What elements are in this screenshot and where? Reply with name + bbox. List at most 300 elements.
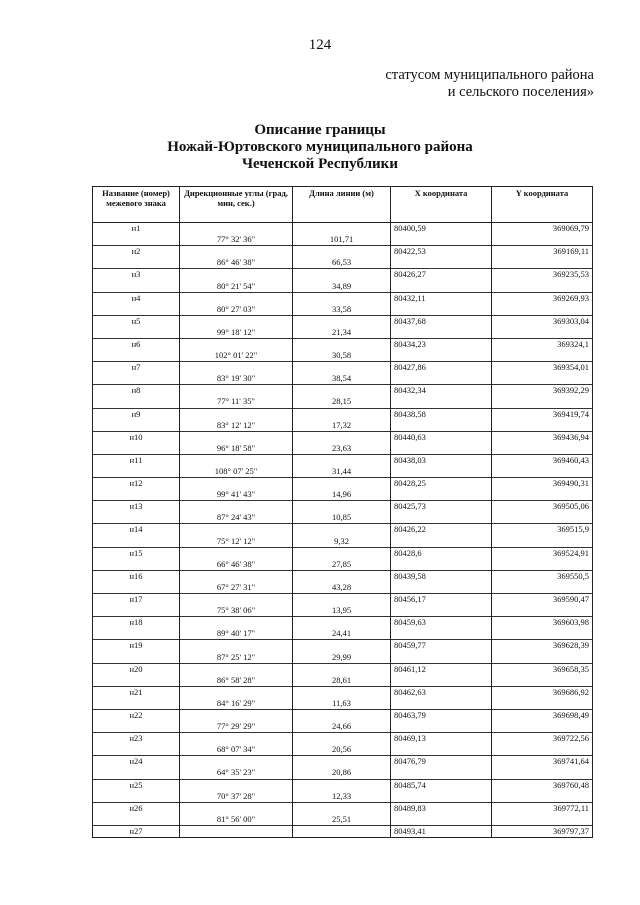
- x-coordinate: 80459,63: [391, 617, 492, 629]
- empty-cell: [93, 536, 180, 548]
- segment-row: [93, 721, 593, 733]
- direction-angle: 77° 32' 36": [180, 234, 293, 246]
- empty-cell: [391, 466, 492, 478]
- header-y: Y координата: [492, 187, 593, 223]
- empty-cell: [293, 292, 391, 304]
- empty-cell: [293, 478, 391, 490]
- empty-cell: [391, 767, 492, 779]
- empty-cell: [293, 431, 391, 443]
- direction-angle: 75° 12' 12": [180, 536, 293, 548]
- x-coordinate: 80432,34: [391, 385, 492, 397]
- empty-cell: [293, 686, 391, 698]
- line-length: 31,44: [293, 466, 391, 478]
- point-name: н26: [93, 802, 180, 814]
- header-note: [385, 67, 594, 101]
- empty-cell: [391, 350, 492, 362]
- segment-row: [93, 512, 593, 524]
- empty-cell: [293, 802, 391, 814]
- y-coordinate: 369722,56: [492, 733, 593, 745]
- line-length: 13,95: [293, 605, 391, 617]
- empty-cell: [180, 547, 293, 559]
- segment-row: [93, 257, 593, 269]
- y-coordinate: 369772,11: [492, 802, 593, 814]
- empty-cell: [180, 362, 293, 374]
- point-name: н13: [93, 501, 180, 513]
- y-coordinate: 369741,64: [492, 756, 593, 768]
- y-coordinate: 369324,1: [492, 338, 593, 350]
- direction-angle: 87° 24' 43": [180, 512, 293, 524]
- y-coordinate: 369419,74: [492, 408, 593, 420]
- empty-cell: [391, 559, 492, 571]
- point-name: н22: [93, 709, 180, 721]
- empty-cell: [293, 246, 391, 258]
- point-row: [93, 663, 593, 675]
- empty-cell: [93, 443, 180, 455]
- empty-cell: [492, 373, 593, 385]
- line-length: 43,28: [293, 582, 391, 594]
- empty-cell: [391, 512, 492, 524]
- empty-cell: [492, 651, 593, 663]
- y-coordinate: 369269,93: [492, 292, 593, 304]
- line-length: 24,41: [293, 628, 391, 640]
- line-length: 14,96: [293, 489, 391, 501]
- empty-cell: [180, 292, 293, 304]
- direction-angle: 102° 01' 22": [180, 350, 293, 362]
- empty-cell: [93, 675, 180, 687]
- point-row: [93, 802, 593, 814]
- line-length: 30,58: [293, 350, 391, 362]
- title-line: Чеченской Республики: [242, 156, 398, 172]
- empty-cell: [180, 686, 293, 698]
- x-coordinate: 80428,25: [391, 478, 492, 490]
- point-row: [93, 756, 593, 768]
- x-coordinate: 80400,59: [391, 223, 492, 235]
- point-name: н14: [93, 524, 180, 536]
- empty-cell: [93, 767, 180, 779]
- empty-cell: [180, 663, 293, 675]
- direction-angle: 99° 41' 43": [180, 489, 293, 501]
- empty-cell: [293, 385, 391, 397]
- line-length: 33,58: [293, 304, 391, 316]
- empty-cell: [293, 709, 391, 721]
- direction-angle: 99° 18' 12": [180, 327, 293, 339]
- point-name: н1: [93, 223, 180, 235]
- direction-angle: 77° 29' 29": [180, 721, 293, 733]
- empty-cell: [492, 489, 593, 501]
- point-row: [93, 338, 593, 350]
- y-coordinate: 369505,06: [492, 501, 593, 513]
- empty-cell: [391, 651, 492, 663]
- segment-row: [93, 234, 593, 246]
- y-coordinate: 369698,49: [492, 709, 593, 721]
- empty-cell: [391, 744, 492, 756]
- x-coordinate: 80440,63: [391, 431, 492, 443]
- point-name: н4: [93, 292, 180, 304]
- empty-cell: [492, 559, 593, 571]
- header-x: X координата: [391, 187, 492, 223]
- point-row: [93, 570, 593, 582]
- line-length: 28,15: [293, 396, 391, 408]
- empty-cell: [391, 489, 492, 501]
- empty-cell: [492, 512, 593, 524]
- empty-cell: [93, 280, 180, 292]
- x-coordinate: 80456,17: [391, 594, 492, 606]
- empty-cell: [180, 408, 293, 420]
- y-coordinate: 369069,79: [492, 223, 593, 235]
- empty-cell: [391, 327, 492, 339]
- segment-row: [93, 651, 593, 663]
- point-row: [93, 431, 593, 443]
- x-coordinate: 80439,58: [391, 570, 492, 582]
- y-coordinate: 369524,91: [492, 547, 593, 559]
- point-name: н7: [93, 362, 180, 374]
- x-coordinate: 80426,27: [391, 269, 492, 281]
- empty-cell: [180, 640, 293, 652]
- empty-cell: [293, 454, 391, 466]
- segment-row: [93, 791, 593, 803]
- empty-cell: [93, 721, 180, 733]
- line-length: 20,56: [293, 744, 391, 756]
- direction-angle: 87° 25' 12": [180, 651, 293, 663]
- empty-cell: [391, 280, 492, 292]
- line-length: 28,61: [293, 675, 391, 687]
- empty-cell: [293, 640, 391, 652]
- empty-cell: [180, 223, 293, 235]
- empty-cell: [293, 362, 391, 374]
- point-name: н21: [93, 686, 180, 698]
- point-name: н12: [93, 478, 180, 490]
- point-name: н16: [93, 570, 180, 582]
- point-name: н23: [93, 733, 180, 745]
- empty-cell: [180, 594, 293, 606]
- empty-cell: [492, 304, 593, 316]
- empty-cell: [492, 234, 593, 246]
- line-length: 10,85: [293, 512, 391, 524]
- direction-angle: 68° 07' 34": [180, 744, 293, 756]
- empty-cell: [93, 628, 180, 640]
- empty-cell: [293, 594, 391, 606]
- y-coordinate: 369436,94: [492, 431, 593, 443]
- empty-cell: [492, 721, 593, 733]
- empty-cell: [180, 269, 293, 281]
- y-coordinate: 369490,31: [492, 478, 593, 490]
- x-coordinate: 80462,63: [391, 686, 492, 698]
- empty-cell: [93, 814, 180, 826]
- x-coordinate: 80438,58: [391, 408, 492, 420]
- empty-cell: [293, 663, 391, 675]
- point-name: н15: [93, 547, 180, 559]
- point-row: [93, 686, 593, 698]
- point-row: [93, 478, 593, 490]
- segment-row: [93, 582, 593, 594]
- segment-row: [93, 605, 593, 617]
- line-length: 11,63: [293, 698, 391, 710]
- y-coordinate: 369392,29: [492, 385, 593, 397]
- x-coordinate: 80428,6: [391, 547, 492, 559]
- line-length: 24,66: [293, 721, 391, 733]
- empty-cell: [180, 431, 293, 443]
- segment-row: [93, 767, 593, 779]
- empty-cell: [391, 698, 492, 710]
- empty-cell: [391, 420, 492, 432]
- header-length: Длина линии (м): [293, 187, 391, 223]
- direction-angle: 77° 11' 35": [180, 396, 293, 408]
- point-row: [93, 292, 593, 304]
- empty-cell: [492, 605, 593, 617]
- empty-cell: [492, 744, 593, 756]
- x-coordinate: 80426,22: [391, 524, 492, 536]
- empty-cell: [391, 373, 492, 385]
- point-name: н8: [93, 385, 180, 397]
- segment-row: [93, 466, 593, 478]
- x-coordinate: 80427,86: [391, 362, 492, 374]
- direction-angle: 64° 35' 23": [180, 767, 293, 779]
- line-length: 21,34: [293, 327, 391, 339]
- x-coordinate: 80434,23: [391, 338, 492, 350]
- point-row: [93, 246, 593, 258]
- y-coordinate: 369797,37: [492, 825, 593, 837]
- point-row: [93, 524, 593, 536]
- empty-cell: [293, 501, 391, 513]
- boundary-table: [92, 186, 593, 838]
- direction-angle: 80° 21' 54": [180, 280, 293, 292]
- point-row: [93, 779, 593, 791]
- y-coordinate: 369686,92: [492, 686, 593, 698]
- segment-row: [93, 536, 593, 548]
- line-length: 20,86: [293, 767, 391, 779]
- direction-angle: 86° 46' 38": [180, 257, 293, 269]
- y-coordinate: 369303,04: [492, 315, 593, 327]
- empty-cell: [391, 605, 492, 617]
- header-note-line: и сельского поселения»: [447, 84, 594, 100]
- empty-cell: [492, 582, 593, 594]
- direction-angle: 80° 27' 03": [180, 304, 293, 316]
- line-length: 25,51: [293, 814, 391, 826]
- empty-cell: [293, 547, 391, 559]
- point-name: н20: [93, 663, 180, 675]
- empty-cell: [391, 443, 492, 455]
- empty-cell: [93, 327, 180, 339]
- x-coordinate: 80463,79: [391, 709, 492, 721]
- segment-row: [93, 304, 593, 316]
- header-note-line: статусом муниципального района: [385, 67, 594, 83]
- segment-row: [93, 675, 593, 687]
- line-length: 101,71: [293, 234, 391, 246]
- point-name: н3: [93, 269, 180, 281]
- empty-cell: [492, 420, 593, 432]
- line-length: 9,32: [293, 536, 391, 548]
- empty-cell: [492, 257, 593, 269]
- empty-cell: [492, 396, 593, 408]
- x-coordinate: 80461,12: [391, 663, 492, 675]
- empty-cell: [180, 501, 293, 513]
- empty-cell: [93, 559, 180, 571]
- point-name: н17: [93, 594, 180, 606]
- empty-cell: [492, 698, 593, 710]
- point-row: [93, 315, 593, 327]
- empty-cell: [93, 582, 180, 594]
- y-coordinate: 369603,98: [492, 617, 593, 629]
- empty-cell: [391, 791, 492, 803]
- direction-angle: 89° 40' 17": [180, 628, 293, 640]
- line-length: 29,99: [293, 651, 391, 663]
- header-angle: Дирекционные углы (град, мин, сек.): [180, 187, 293, 223]
- empty-cell: [492, 466, 593, 478]
- line-length: 66,53: [293, 257, 391, 269]
- x-coordinate: 80422,53: [391, 246, 492, 258]
- x-coordinate: 80459,77: [391, 640, 492, 652]
- empty-cell: [93, 512, 180, 524]
- empty-cell: [492, 536, 593, 548]
- empty-cell: [492, 767, 593, 779]
- empty-cell: [93, 744, 180, 756]
- segment-row: [93, 280, 593, 292]
- empty-cell: [492, 791, 593, 803]
- point-name: н2: [93, 246, 180, 258]
- direction-angle: 83° 19' 30": [180, 373, 293, 385]
- empty-cell: [391, 536, 492, 548]
- empty-cell: [293, 779, 391, 791]
- point-name: н19: [93, 640, 180, 652]
- x-coordinate: 80476,79: [391, 756, 492, 768]
- empty-cell: [180, 802, 293, 814]
- y-coordinate: 369460,43: [492, 454, 593, 466]
- empty-cell: [93, 373, 180, 385]
- empty-cell: [180, 454, 293, 466]
- empty-cell: [93, 234, 180, 246]
- point-row: [93, 269, 593, 281]
- direction-angle: 108° 07' 25": [180, 466, 293, 478]
- y-coordinate: 369628,39: [492, 640, 593, 652]
- segment-row: [93, 814, 593, 826]
- segment-row: [93, 559, 593, 571]
- y-coordinate: 369235,53: [492, 269, 593, 281]
- title-line: Ножай-Юртовского муниципального района: [167, 139, 473, 155]
- empty-cell: [180, 709, 293, 721]
- header-point-name: Название (номер) межевого знака: [93, 187, 180, 223]
- empty-cell: [93, 257, 180, 269]
- segment-row: [93, 373, 593, 385]
- point-row: [93, 709, 593, 721]
- x-coordinate: 80469,13: [391, 733, 492, 745]
- empty-cell: [180, 570, 293, 582]
- empty-cell: [492, 327, 593, 339]
- document-title: [0, 122, 640, 173]
- segment-row: [93, 628, 593, 640]
- table-header-row: [93, 187, 593, 223]
- segment-row: [93, 489, 593, 501]
- direction-angle: 70° 37' 28": [180, 791, 293, 803]
- empty-cell: [180, 524, 293, 536]
- direction-angle: 81° 56' 00": [180, 814, 293, 826]
- point-row: [93, 454, 593, 466]
- y-coordinate: 369550,5: [492, 570, 593, 582]
- point-row: [93, 362, 593, 374]
- y-coordinate: 369354,01: [492, 362, 593, 374]
- empty-cell: [180, 617, 293, 629]
- table-body: [93, 223, 593, 838]
- empty-cell: [293, 756, 391, 768]
- empty-cell: [391, 582, 492, 594]
- line-length: 12,33: [293, 791, 391, 803]
- empty-cell: [293, 269, 391, 281]
- line-length: 17,32: [293, 420, 391, 432]
- point-row: [93, 825, 593, 837]
- segment-row: [93, 443, 593, 455]
- y-coordinate: 369590,47: [492, 594, 593, 606]
- empty-cell: [391, 234, 492, 246]
- empty-cell: [293, 617, 391, 629]
- empty-cell: [93, 791, 180, 803]
- segment-row: [93, 698, 593, 710]
- empty-cell: [492, 814, 593, 826]
- empty-cell: [492, 350, 593, 362]
- segment-row: [93, 420, 593, 432]
- point-name: н9: [93, 408, 180, 420]
- empty-cell: [93, 350, 180, 362]
- empty-cell: [180, 385, 293, 397]
- y-coordinate: 369658,35: [492, 663, 593, 675]
- point-row: [93, 385, 593, 397]
- x-coordinate: 80425,73: [391, 501, 492, 513]
- point-row: [93, 408, 593, 420]
- segment-row: [93, 327, 593, 339]
- direction-angle: 96° 18' 58": [180, 443, 293, 455]
- empty-cell: [293, 315, 391, 327]
- direction-angle: 84° 16' 29": [180, 698, 293, 710]
- empty-cell: [93, 698, 180, 710]
- x-coordinate: 80489,83: [391, 802, 492, 814]
- point-row: [93, 594, 593, 606]
- empty-cell: [492, 675, 593, 687]
- point-name: н6: [93, 338, 180, 350]
- empty-cell: [93, 605, 180, 617]
- page-number: 124: [308, 37, 332, 53]
- empty-cell: [293, 825, 391, 837]
- y-coordinate: 369169,11: [492, 246, 593, 258]
- empty-cell: [180, 825, 293, 837]
- empty-cell: [180, 756, 293, 768]
- empty-cell: [293, 733, 391, 745]
- empty-cell: [391, 675, 492, 687]
- direction-angle: 86° 58' 28": [180, 675, 293, 687]
- point-name: н24: [93, 756, 180, 768]
- line-length: 34,89: [293, 280, 391, 292]
- empty-cell: [93, 396, 180, 408]
- segment-row: [93, 396, 593, 408]
- empty-cell: [492, 628, 593, 640]
- line-length: 38,54: [293, 373, 391, 385]
- point-row: [93, 501, 593, 513]
- x-coordinate: 80432,11: [391, 292, 492, 304]
- y-coordinate: 369515,9: [492, 524, 593, 536]
- point-name: н11: [93, 454, 180, 466]
- empty-cell: [180, 733, 293, 745]
- point-name: н5: [93, 315, 180, 327]
- point-name: н25: [93, 779, 180, 791]
- empty-cell: [391, 257, 492, 269]
- direction-angle: 66° 46' 38": [180, 559, 293, 571]
- segment-row: [93, 744, 593, 756]
- empty-cell: [93, 489, 180, 501]
- empty-cell: [93, 651, 180, 663]
- empty-cell: [391, 814, 492, 826]
- empty-cell: [391, 396, 492, 408]
- point-row: [93, 617, 593, 629]
- x-coordinate: 80437,68: [391, 315, 492, 327]
- point-name: н18: [93, 617, 180, 629]
- point-row: [93, 547, 593, 559]
